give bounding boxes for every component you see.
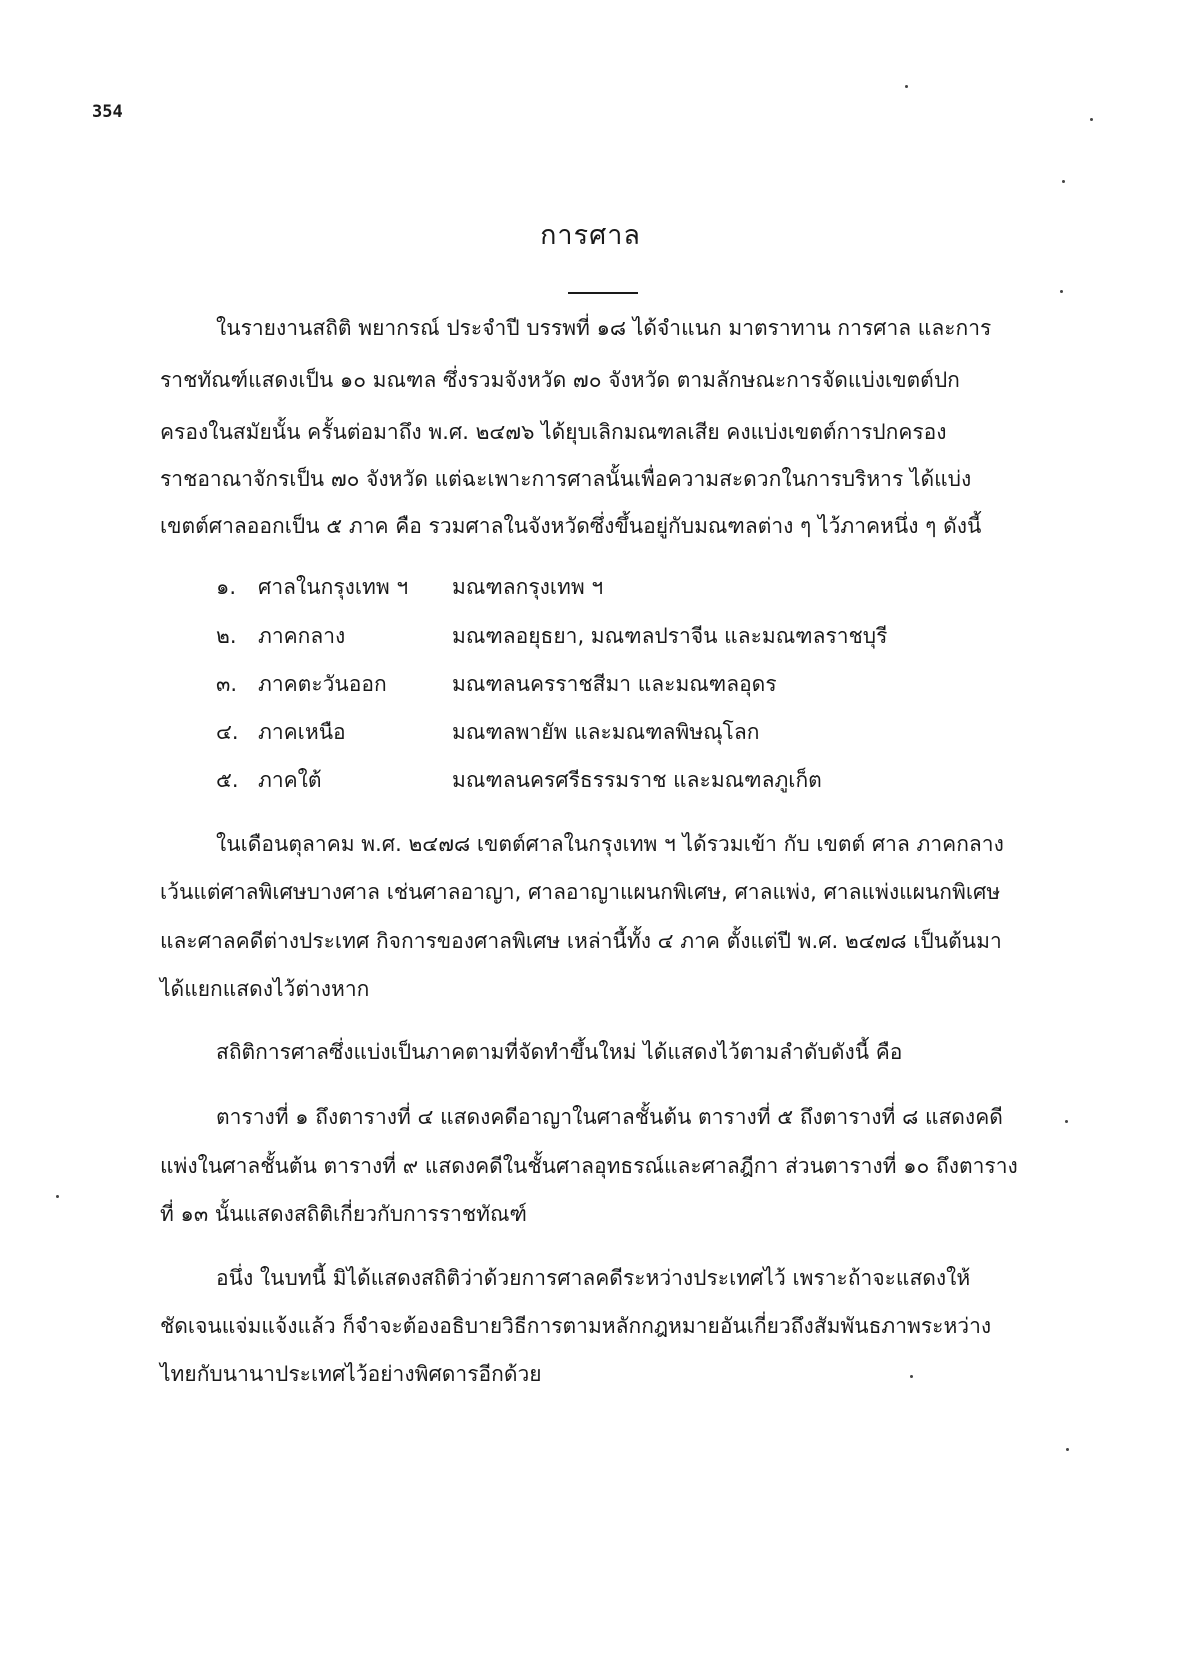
scan-speck bbox=[1060, 290, 1063, 293]
text-line: ชัดเจนแจ่มแจ้งแล้ว ก็จำจะต้องอธิบายวิธีการตามหลักกฎหมายอันเกี่ยวถึงสัมพันธภาพระหว่าง bbox=[160, 1314, 992, 1338]
text-line: และศาลคดีต่างประเทศ กิจการของศาลพิเศษ เหล่านี้ทั้ง ๔ ภาค ตั้งแต่ปี พ.ศ. ๒๔๗๘ เป็นต้นมา bbox=[160, 929, 1002, 953]
region-circles: มณฑลนครราชสีมา และมณฑลอุดร bbox=[452, 672, 777, 696]
list-number: ๔. bbox=[216, 720, 239, 744]
region-circles: มณฑลอยุธยา, มณฑลปราจีน และมณฑลราชบุรี bbox=[452, 624, 888, 648]
text-line: ราชอาณาจักรเป็น ๗๐ จังหวัด แต่ฉะเพาะการศาลนั้นเพื่อความสะดวกในการบริหาร ได้แบ่ง bbox=[160, 467, 972, 491]
page-number: 354 bbox=[92, 102, 123, 122]
region-name: ภาคเหนือ bbox=[258, 720, 346, 744]
text-line: ไทยกับนานาประเทศไว้อย่างพิศดารอีกด้วย bbox=[160, 1362, 542, 1386]
list-number: ๑. bbox=[216, 575, 237, 599]
text-line: เว้นแต่ศาลพิเศษบางศาล เช่นศาลอาญา, ศาลอาญาแผนกพิเศษ, ศาลแพ่ง, ศาลแพ่งแผนกพิเศษ bbox=[160, 880, 1001, 904]
scan-speck bbox=[1065, 1120, 1068, 1123]
text-line: เขตต์ศาลออกเป็น ๕ ภาค คือ รวมศาลในจังหวัดซึ่งขึ้นอยู่กับมณฑลต่าง ๆ ไว้ภาคหนึ่ง ๆ ดังนี้ bbox=[160, 514, 982, 538]
text-line: ในเดือนตุลาคม พ.ศ. ๒๔๗๘ เขตต์ศาลในกรุงเทพ ฯ ได้รวมเข้า กับ เขตต์ ศาล ภาคกลาง bbox=[216, 832, 1004, 856]
list-number: ๕. bbox=[216, 768, 239, 792]
list-number: ๓. bbox=[216, 672, 238, 696]
title-underline bbox=[568, 292, 638, 294]
region-name: ศาลในกรุงเทพ ฯ bbox=[258, 575, 409, 599]
scan-speck bbox=[56, 1195, 59, 1198]
text-line: ได้แยกแสดงไว้ต่างหาก bbox=[160, 977, 370, 1001]
text-line: สถิติการศาลซึ่งแบ่งเป็นภาคตามที่จัดทำขึ้นใหม่ ได้แสดงไว้ตามลำดับดังนี้ คือ bbox=[216, 1040, 903, 1064]
text-line: ตารางที่ ๑ ถึงตารางที่ ๔ แสดงคดีอาญาในศาลชั้นต้น ตารางที่ ๕ ถึงตารางที่ ๘ แสดงคดี bbox=[216, 1105, 1003, 1129]
region-name: ภาคใต้ bbox=[258, 768, 322, 792]
region-circles: มณฑลพายัพ และมณฑลพิษณุโลก bbox=[452, 720, 760, 744]
scan-speck bbox=[905, 85, 908, 88]
text-line: ที่ ๑๓ นั้นแสดงสถิติเกี่ยวกับการราชทัณฑ์ bbox=[160, 1202, 527, 1226]
scan-speck bbox=[910, 1375, 913, 1378]
text-line: แพ่งในศาลชั้นต้น ตารางที่ ๙ แสดงคดีในชั้นศาลอุทธรณ์และศาลฎีกา ส่วนตารางที่ ๑๐ ถึงตาราง bbox=[160, 1154, 1018, 1178]
text-line: ราชทัณฑ์แสดงเป็น ๑๐ มณฑล ซึ่งรวมจังหวัด ๗๐ จังหวัด ตามลักษณะการจัดแบ่งเขตต์ปก bbox=[160, 368, 960, 392]
region-circles: มณฑลกรุงเทพ ฯ bbox=[452, 575, 604, 599]
region-name: ภาคกลาง bbox=[258, 624, 346, 648]
text-line: ในรายงานสถิติ พยากรณ์ ประจำปี บรรพที่ ๑๘ ได้จำแนก มาตราทาน การศาล และการ bbox=[216, 316, 992, 340]
scan-speck bbox=[1066, 1448, 1069, 1451]
text-line: อนึ่ง ในบทนี้ มิได้แสดงสถิติว่าด้วยการศาลคดีระหว่างประเทศไว้ เพราะถ้าจะแสดงให้ bbox=[216, 1266, 971, 1290]
list-number: ๒. bbox=[216, 624, 237, 648]
text-line: ครองในสมัยนั้น ครั้นต่อมาถึง พ.ศ. ๒๔๗๖ ได้ยุบเลิกมณฑลเสีย คงแบ่งเขตต์การปกครอง bbox=[160, 420, 947, 444]
scan-speck bbox=[1090, 118, 1093, 121]
region-circles: มณฑลนครศรีธรรมราช และมณฑลภูเก็ต bbox=[452, 768, 822, 792]
page-title: การศาล bbox=[540, 220, 641, 251]
scan-speck bbox=[1062, 180, 1065, 183]
region-name: ภาคตะวันออก bbox=[258, 672, 387, 696]
